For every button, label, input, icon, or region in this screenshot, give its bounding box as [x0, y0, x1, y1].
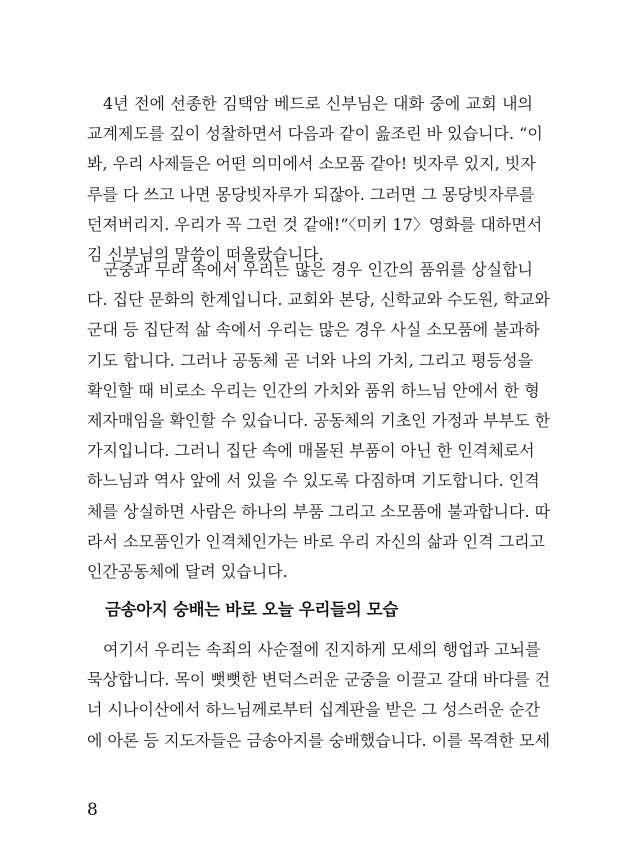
paragraph-1: [87, 91, 543, 272]
paragraph-2-line: 다. 집단 문화의 한계입니다. 교회와 본당, 신학교와 수도원, 학교와: [87, 290, 550, 310]
paragraph-1-line: 4년 전에 선종한 김택암 베드로 신부님은 대화 중에 교회 내의: [103, 94, 533, 113]
paragraph-3-line: 너 시나이산에서 하느님께로부터 십계판을 받은 그 성스러운 순간: [87, 700, 540, 720]
paragraph-2-line: 군중과 무리 속에서 우리는 많은 경우 인간의 품위를 상실합니: [103, 260, 533, 279]
paragraph-1-line: 김 신부님의 말씀이 떠올랐습니다.: [87, 244, 324, 264]
paragraph-3-line: 에 아론 등 지도자들은 금송아지를 숭배했습니다. 이를 목격한 모세: [87, 730, 551, 750]
page-number: 8: [87, 800, 98, 820]
paragraph-2-line: 라서 소모품인가 인격체인가는 바로 우리 자신의 삶과 인격 그리고: [87, 531, 546, 551]
paragraph-2-line: 확인할 때 비로소 우리는 인간의 가치와 품위 하느님 안에서 한 형: [87, 380, 540, 400]
paragraph-2: [87, 257, 551, 589]
paragraph-2-line: 기도 합니다. 그러나 공동체 곧 너와 나의 가치, 그리고 평등성을: [87, 350, 533, 370]
paragraph-1-line: 던져버리지. 우리가 꼭 그런 것 같애!”〈미키 17〉영화를 대하면서: [87, 214, 543, 234]
paragraph-2-line: 가지입니다. 그러니 집단 속에 매몰된 부품이 아닌 한 인격체로서: [87, 441, 535, 461]
paragraph-2-line: 하느님과 역사 앞에 서 있을 수 있도록 다짐하며 기도합니다. 인격: [87, 471, 540, 491]
paragraph-3-line: 여기서 우리는 속죄의 사순절에 진지하게 모세의 행업과 고뇌를: [103, 640, 541, 659]
paragraph-1-line: 루를 다 쓰고 나면 몽당빗자루가 되잖아. 그러면 그 몽당빗자루를: [87, 184, 535, 204]
section-heading: 금송아지 숭배는 바로 오늘 우리들의 모습: [105, 600, 399, 619]
paragraph-2-line: 인간공동체에 달려 있습니다.: [87, 561, 288, 581]
paragraph-1-line: 교계제도를 깊이 성찰하면서 다음과 같이 읊조린 바 있습니다. “이: [87, 124, 543, 144]
paragraph-3: [87, 637, 551, 758]
paragraph-1-line: 봐, 우리 사제들은 어떤 의미에서 소모품 같아! 빗자루 있지, 빗자: [87, 154, 536, 174]
paragraph-3-line: 묵상합니다. 목이 뻣뻣한 변덕스러운 군중을 이끌고 갈대 바다를 건: [87, 670, 551, 690]
paragraph-2-line: 제자매임을 확인할 수 있습니다. 공동체의 기초인 가정과 부부도 한: [87, 410, 551, 430]
paragraph-2-line: 군대 등 집단적 삶 속에서 우리는 많은 경우 사실 소모품에 불과하: [87, 320, 540, 340]
paragraph-2-line: 체를 상실하면 사람은 하나의 부품 그리고 소모품에 불과합니다. 따: [87, 501, 551, 521]
